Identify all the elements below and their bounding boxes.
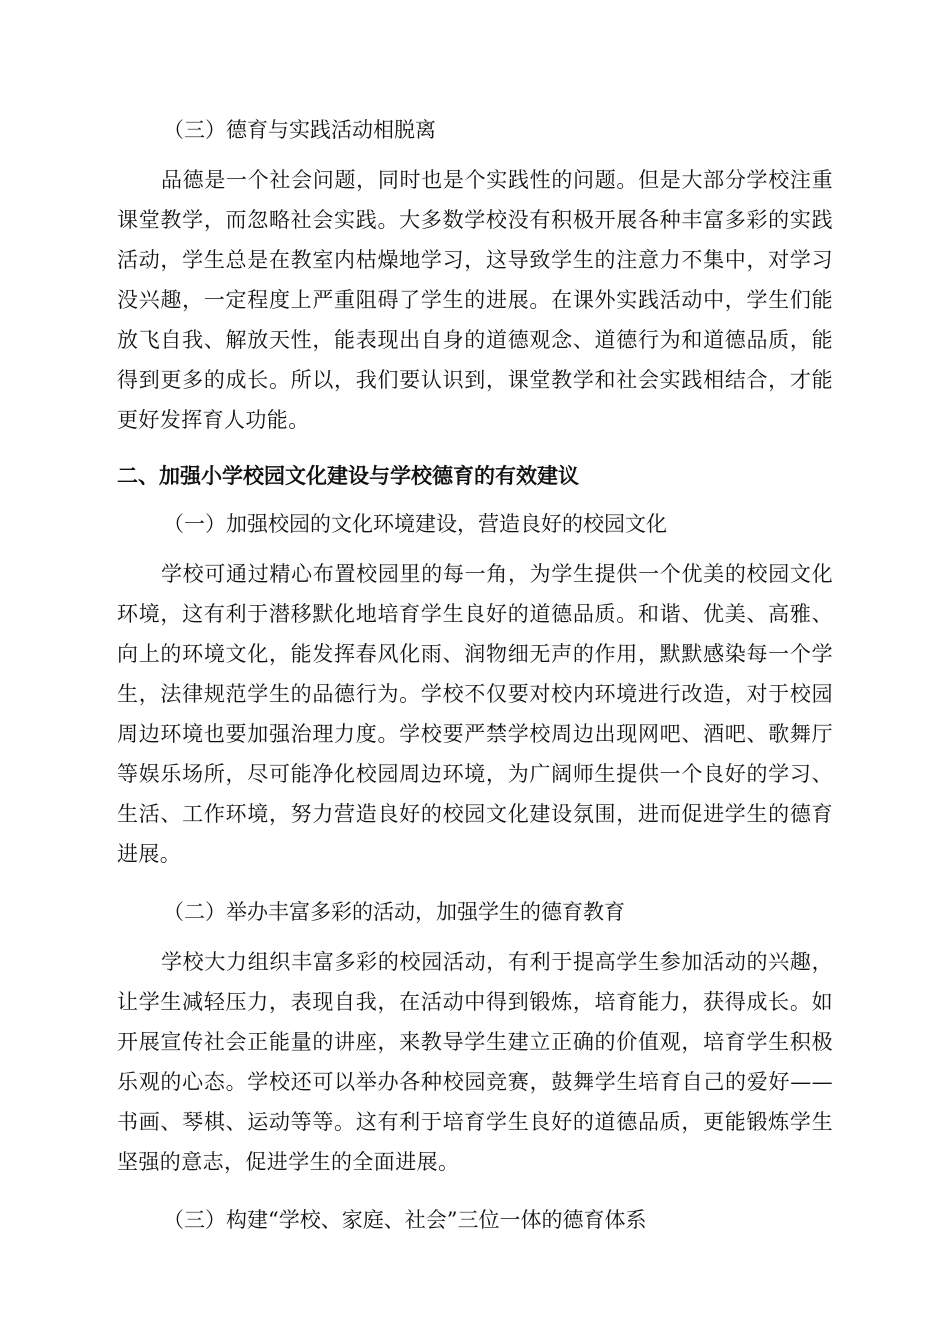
section-3-paragraph: 品德是一个社会问题，同时也是个实践性的问题。但是大部分学校注重课堂教学，而忽略社会实践。大多数学校没有积极开展各种丰富多彩的实践活动，学生总是在教室内枯燥地学习，这导致学生的注意力不集中，对学习没兴趣，一定程度上严重阻碍了学生的进展。在课外实践活动中，学生们能放飞自我、解放天性，能表现出自身的道德观念、道德行为和道德品质，能得到更多的成长。所以，我们要认识到，课堂教学和社会实践相结合，才能更好发挥育人功能。 bbox=[117, 168, 833, 432]
part-2-subheading-3: （三）构建“学校、家庭、社会”三位一体的德育体系 bbox=[163, 1208, 647, 1232]
part-2-subheading-1: （一）加强校园的文化环境建设，营造良好的校园文化 bbox=[163, 512, 667, 536]
document-page bbox=[117, 112, 833, 1238]
section-heading-3: （三）德育与实践活动相脱离 bbox=[163, 118, 436, 142]
part-2-sub-1-paragraph: 学校可通过精心布置校园里的每一角，为学生提供一个优美的校园文化环境，这有利于潜移默化地培育学生良好的道德品质。和谐、优美、高雅、向上的环境文化，能发挥春风化雨、润物细无声的作用，默默感染每一个学生，法律规范学生的品德行为。学校不仅要对校内环境进行改造，对于校园周边环境也要加强治理力度。学校要严禁学校周边出现网吧、酒吧、歌舞厅等娱乐场所，尽可能净化校园周边环境，为广阔师生提供一个良好的学习、生活、工作环境，努力营造良好的校园文化建设氛围，进而促进学生的德育进展。 bbox=[117, 562, 833, 866]
part-2-subheading-2: （二）举办丰富多彩的活动，加强学生的德育教育 bbox=[163, 900, 625, 924]
part-2-heading: 二、加强小学校园文化建设与学校德育的有效建议 bbox=[117, 463, 579, 488]
part-2-sub-2-paragraph: 学校大力组织丰富多彩的校园活动，有利于提高学生参加活动的兴趣，让学生减轻压力，表现自我，在活动中得到锻炼，培育能力，获得成长。如开展宣传社会正能量的讲座，来教导学生建立正确的价值观，培育学生积极乐观的心态。学校还可以举办各种校园竞赛，鼓舞学生培育自己的爱好——书画、琴棋、运动等等。这有利于培育学生良好的道德品质，更能锻炼学生坚强的意志，促进学生的全面进展。 bbox=[117, 950, 833, 1174]
